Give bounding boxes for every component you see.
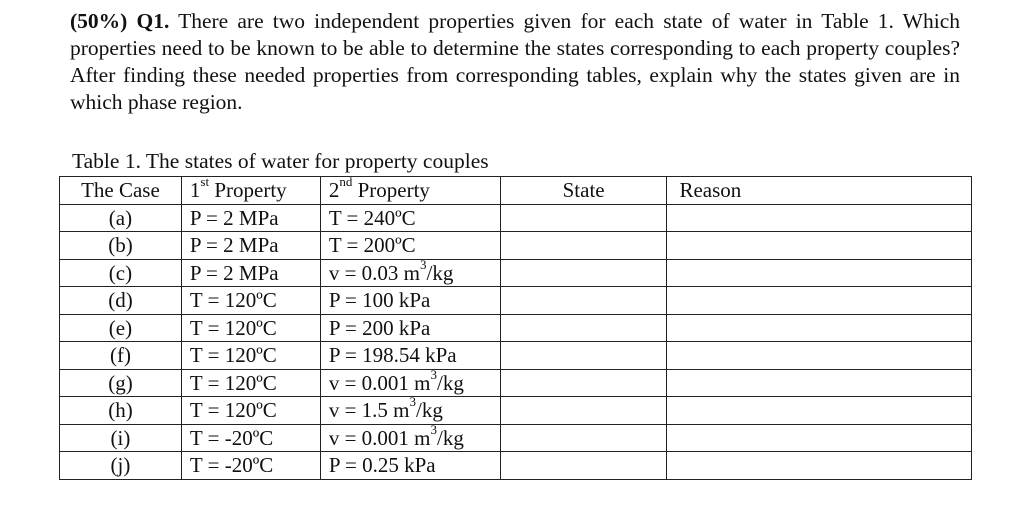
reason-cell [667, 259, 972, 287]
case-cell: (f) [60, 342, 182, 370]
case-cell: (i) [60, 424, 182, 452]
case-cell: (c) [60, 259, 182, 287]
states-table [59, 176, 972, 480]
table-row [60, 232, 972, 260]
reason-cell [667, 369, 972, 397]
header-second-property [320, 174, 500, 205]
second-property-cell [320, 287, 500, 315]
state-cell [500, 342, 667, 370]
second-property-cell [320, 314, 500, 342]
second-property-cell [320, 394, 500, 425]
header-reason: Reason [667, 177, 972, 205]
state-cell [500, 424, 667, 452]
header-case: The Case [60, 177, 182, 205]
reason-cell [667, 204, 972, 232]
second-property-cell [320, 452, 500, 480]
table-row [60, 452, 972, 480]
first-property-cell: P = 2 MPa [181, 232, 320, 260]
second-property-cell [320, 342, 500, 370]
state-cell [500, 287, 667, 315]
table-body [60, 204, 972, 479]
second-property-value: P = 100 kPa [328, 288, 431, 313]
state-cell [500, 232, 667, 260]
first-property-cell: T = -20ºC [181, 424, 320, 452]
unit-suffix: /kg [416, 398, 443, 423]
state-cell [500, 369, 667, 397]
header-first-property-suffix: st [200, 174, 210, 190]
unit-exponent: 3 [420, 256, 427, 272]
case-cell: (g) [60, 369, 182, 397]
header-second-property-number: 2 [328, 178, 340, 203]
header-first-property-word: Property [209, 178, 287, 203]
second-property-value: v = 0.03 m [328, 260, 421, 285]
state-cell [500, 452, 667, 480]
case-cell: (d) [60, 287, 182, 315]
first-property-cell: T = 120ºC [181, 397, 320, 425]
table-row [60, 314, 972, 342]
second-property-value: v = 0.001 m [328, 425, 431, 450]
header-second-property-word: Property [352, 178, 430, 203]
header-second-property-suffix: nd [339, 174, 353, 190]
reason-cell [667, 232, 972, 260]
first-property-cell: T = 120ºC [181, 287, 320, 315]
state-cell [500, 314, 667, 342]
second-property-value: P = 198.54 kPa [328, 343, 457, 368]
table-row [60, 342, 972, 370]
reason-cell [667, 287, 972, 315]
reason-cell [667, 424, 972, 452]
case-cell: (a) [60, 204, 182, 232]
first-property-cell: T = 120ºC [181, 342, 320, 370]
case-cell: (b) [60, 232, 182, 260]
case-cell: (j) [60, 452, 182, 480]
case-cell: (e) [60, 314, 182, 342]
first-property-cell: T = 120ºC [181, 314, 320, 342]
case-cell: (h) [60, 397, 182, 425]
table-row [60, 287, 972, 315]
second-property-value: T = 240ºC [328, 205, 416, 230]
table-row [60, 204, 972, 232]
question-text: There are two independent properties given for each state of water in Table 1. Which properties need to be known to be able to determine the states corresponding to each property couples? After finding these needed properties from corresponding tables, explain why the states given are in which phase region. [70, 9, 960, 114]
question-heading: (50%) Q1. [70, 9, 170, 33]
state-cell [500, 204, 667, 232]
second-property-value: v = 1.5 m [328, 398, 410, 423]
header-first-property-number: 1 [189, 178, 201, 203]
header-first-property [181, 174, 320, 205]
second-property-value: P = 200 kPa [328, 315, 431, 340]
second-property-cell [320, 366, 500, 397]
first-property-cell: T = -20ºC [181, 452, 320, 480]
table-row [60, 369, 972, 397]
reason-cell [667, 397, 972, 425]
state-cell [500, 397, 667, 425]
table-row [60, 424, 972, 452]
first-property-cell: T = 120ºC [181, 369, 320, 397]
state-cell [500, 259, 667, 287]
second-property-value: P = 0.25 kPa [328, 453, 436, 478]
second-property-value: T = 200ºC [328, 233, 416, 258]
first-property-cell: P = 2 MPa [181, 204, 320, 232]
question-paragraph [70, 8, 960, 116]
unit-exponent: 3 [409, 394, 417, 410]
table-header-row [60, 177, 972, 205]
second-property-cell [320, 256, 500, 287]
second-property-value: v = 0.001 m [328, 370, 431, 395]
second-property-cell [320, 204, 500, 232]
table-row [60, 259, 972, 287]
table-caption: Table 1. The states of water for property couples [72, 149, 489, 173]
table-row [60, 397, 972, 425]
unit-exponent: 3 [430, 366, 438, 382]
unit-exponent: 3 [430, 421, 438, 437]
reason-cell [667, 452, 972, 480]
unit-suffix: /kg [437, 425, 464, 450]
second-property-cell [320, 232, 500, 260]
unit-suffix: /kg [426, 260, 454, 285]
reason-cell [667, 342, 972, 370]
unit-suffix: /kg [437, 370, 464, 395]
header-state: State [500, 177, 667, 205]
second-property-cell [320, 421, 500, 452]
reason-cell [667, 314, 972, 342]
first-property-cell: P = 2 MPa [181, 259, 320, 287]
